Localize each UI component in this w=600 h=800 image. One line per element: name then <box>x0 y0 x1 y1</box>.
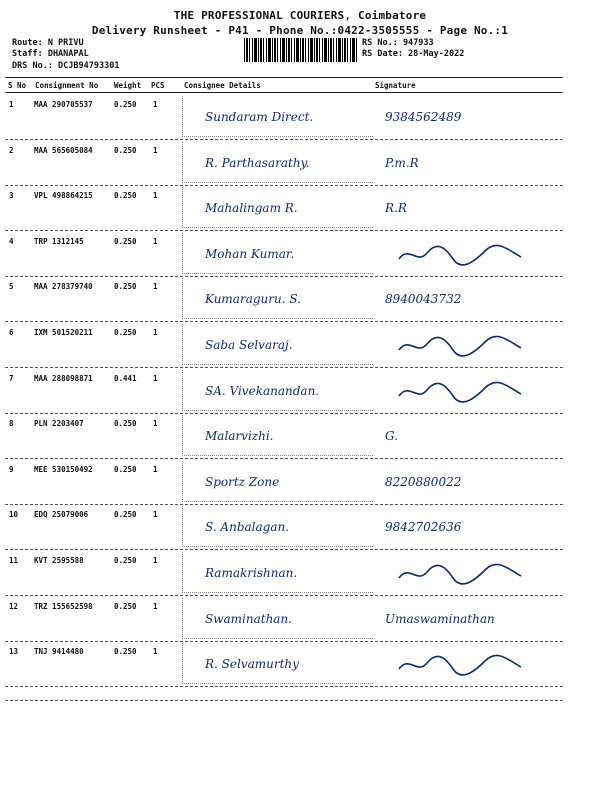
col-sno-header: S No <box>8 81 27 90</box>
row-weight: 0.250 <box>114 465 137 474</box>
row-separator <box>5 504 563 505</box>
runsheet-subtitle: Delivery Runsheet - P41 - Phone No.:0422-3505555 - Page No.:1 <box>91 24 509 37</box>
signature-scribble <box>395 241 535 267</box>
row-weight: 0.250 <box>114 100 137 109</box>
row-separator <box>5 139 563 140</box>
signature-handwritten: P.m.R <box>385 156 419 170</box>
col-signature-header: Signature <box>375 81 416 90</box>
row-weight: 0.250 <box>114 237 137 246</box>
consignee-name-handwritten: Mahalingam R. <box>205 201 298 215</box>
signature-handwritten: Umaswaminathan <box>385 612 495 626</box>
row-sno: 1 <box>9 100 14 109</box>
staff-label: Staff: DHANAPAL <box>12 49 89 59</box>
signature-handwritten: R.R <box>385 201 407 215</box>
row-pcs: 1 <box>153 419 158 428</box>
row-consignment-no: VPL 498864215 <box>34 191 93 200</box>
row-separator <box>5 413 563 414</box>
company-title: THE PROFESSIONAL COURIERS, Coimbatore <box>173 9 427 22</box>
rs-number: RS No.: 947933 <box>362 38 434 48</box>
final-rule <box>5 700 563 701</box>
row-weight: 0.250 <box>114 419 137 428</box>
row-consignment-no: MAA 565605084 <box>34 146 93 155</box>
row-pcs: 1 <box>153 237 158 246</box>
row-separator <box>5 321 563 322</box>
consignee-name-handwritten: Saba Selvaraj. <box>205 338 293 352</box>
row-consignment-no: KVT 2595588 <box>34 556 84 565</box>
row-separator <box>5 458 563 459</box>
row-pcs: 1 <box>153 374 158 383</box>
row-pcs: 1 <box>153 647 158 656</box>
row-weight: 0.250 <box>114 191 137 200</box>
row-sno: 4 <box>9 237 14 246</box>
drs-label: DRS No.: DCJB94793301 <box>12 61 120 71</box>
signature-handwritten: 8220880022 <box>385 475 462 489</box>
row-weight: 0.250 <box>114 602 137 611</box>
row-consignment-no: MAA 278379740 <box>34 282 93 291</box>
row-weight: 0.250 <box>114 328 137 337</box>
row-separator <box>5 641 563 642</box>
row-pcs: 1 <box>153 602 158 611</box>
row-separator <box>5 686 563 687</box>
signature-scribble <box>395 378 535 404</box>
row-sno: 2 <box>9 146 14 155</box>
route-label: Route: N PRIVU <box>12 38 84 48</box>
barcode <box>244 38 357 62</box>
signature-scribble <box>395 332 535 358</box>
consignee-name-handwritten: Ramakrishnan. <box>205 566 298 580</box>
consignee-name-handwritten: Swaminathan. <box>205 612 292 626</box>
row-pcs: 1 <box>153 191 158 200</box>
rs-date: RS Date: 28-May-2022 <box>362 49 465 59</box>
row-weight: 0.250 <box>114 510 137 519</box>
consignee-name-handwritten: Mohan Kumar. <box>205 247 295 261</box>
row-sno: 13 <box>9 647 19 656</box>
row-consignment-no: PLN 2203407 <box>34 419 84 428</box>
row-sno: 6 <box>9 328 14 337</box>
row-sno: 7 <box>9 374 14 383</box>
col-consignment-header: Consignment No <box>35 81 99 90</box>
row-pcs: 1 <box>153 556 158 565</box>
row-pcs: 1 <box>153 146 158 155</box>
row-sno: 12 <box>9 602 19 611</box>
row-pcs: 1 <box>153 328 158 337</box>
signature-handwritten: 9842702636 <box>385 520 462 534</box>
row-separator <box>5 549 563 550</box>
consignee-name-handwritten: S. Anbalagan. <box>205 520 290 534</box>
row-sno: 10 <box>9 510 19 519</box>
consignee-name-handwritten: Malarvizhi. <box>205 429 274 443</box>
row-separator <box>5 595 563 596</box>
header-rule-top <box>5 77 563 78</box>
signature-scribble <box>395 651 535 677</box>
consignee-name-handwritten: Sportz Zone <box>205 475 280 489</box>
row-weight: 0.441 <box>114 374 137 383</box>
row-consignment-no: TRP 1312145 <box>34 237 84 246</box>
row-sno: 3 <box>9 191 14 200</box>
row-consignment-no: EDQ 25079006 <box>34 510 89 519</box>
row-sno: 9 <box>9 465 14 474</box>
signature-handwritten: 8940043732 <box>385 292 462 306</box>
consignee-name-handwritten: R. Selvamurthy <box>205 657 299 671</box>
row-pcs: 1 <box>153 100 158 109</box>
consignee-name-handwritten: SA. Vivekanandan. <box>205 384 320 398</box>
consignee-name-handwritten: Sundaram Direct. <box>205 110 314 124</box>
row-weight: 0.250 <box>114 282 137 291</box>
row-consignment-no: MAA 290705537 <box>34 100 93 109</box>
row-sno: 8 <box>9 419 14 428</box>
row-sno: 5 <box>9 282 14 291</box>
row-consignment-no: IXM 501520211 <box>34 328 93 337</box>
row-pcs: 1 <box>153 282 158 291</box>
row-sno: 11 <box>9 556 19 565</box>
col-consignee-header: Consignee Details <box>184 81 261 90</box>
row-separator <box>5 230 563 231</box>
row-pcs: 1 <box>153 510 158 519</box>
consignee-name-handwritten: R. Parthasarathy. <box>205 156 310 170</box>
row-weight: 0.250 <box>114 647 137 656</box>
consignee-name-handwritten: Kumaraguru. S. <box>205 292 301 306</box>
row-weight: 0.250 <box>114 556 137 565</box>
row-weight: 0.250 <box>114 146 137 155</box>
row-consignment-no: TNJ 9414480 <box>34 647 84 656</box>
row-pcs: 1 <box>153 465 158 474</box>
col-weight-header: Weight <box>114 81 142 90</box>
col-pcs-header: PCS <box>151 81 165 90</box>
row-separator <box>5 276 563 277</box>
signature-handwritten: 9384562489 <box>385 110 462 124</box>
header-rule-bottom <box>5 92 563 93</box>
row-separator <box>5 367 563 368</box>
row-separator <box>5 185 563 186</box>
row-consignment-no: MAA 288098871 <box>34 374 93 383</box>
signature-handwritten: G. <box>385 429 398 443</box>
row-consignment-no: MEE 530150492 <box>34 465 93 474</box>
signature-scribble <box>395 560 535 586</box>
row-consignment-no: TRZ 155652598 <box>34 602 93 611</box>
